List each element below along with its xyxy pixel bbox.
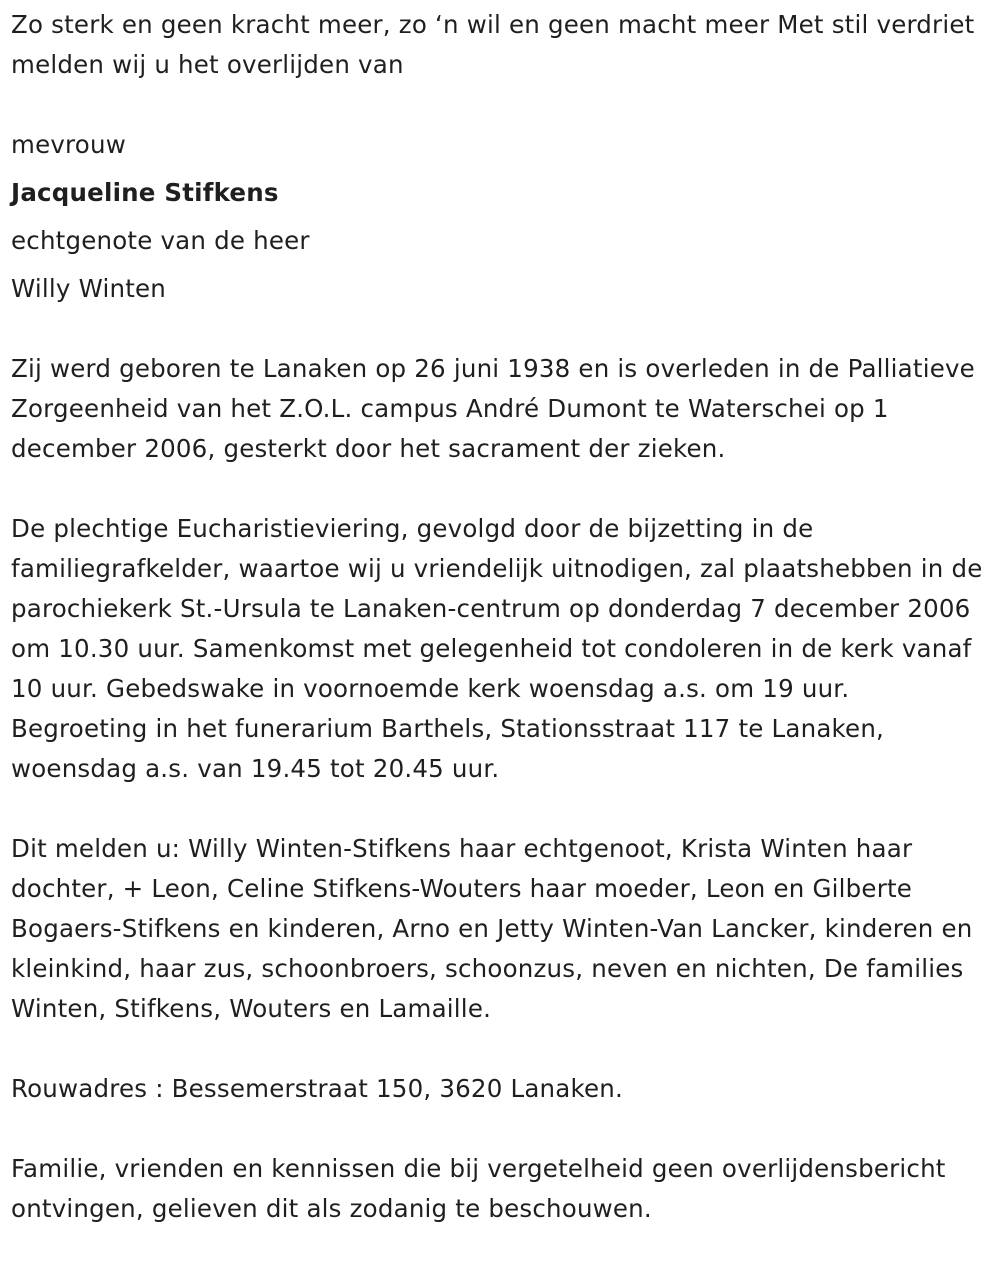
deceased-name: Jacqueline Stifkens [11, 178, 279, 207]
spacer [11, 309, 991, 349]
spacer [11, 213, 991, 221]
relation-text: echtgenote van de heer [11, 226, 310, 255]
family-paragraph: Dit melden u: Willy Winten-Stifkens haar echtgenoot, Krista Winten haar dochter, + Leon, Celine Stifkens-Wouters haar moeder, Leon en Gilberte Bogaers-Stifkens en kinderen, Arno en Jetty Winten-Van Lancker, kinderen en kleinkind, haar zus, schoonbroers, schoonzus, neven en nichten, De families Winten, Stifkens, Wouters en Lamaille. [11, 834, 973, 1023]
spacer [11, 85, 991, 125]
spacer [11, 1029, 991, 1069]
spacer [11, 1109, 991, 1149]
spacer [11, 789, 991, 829]
obituary-document [11, 5, 991, 1229]
ceremony-paragraph: De plechtige Eucharistieviering, gevolgd door de bijzetting in de familiegrafkelder, waartoe wij u vriendelijk uitnodigen, zal plaatshebben in de parochiekerk St.-Ursula te Lanaken-centrum op donderdag 7 december 2006 om 10.30 uur. Samenkomst met gelegenheid tot condoleren in de kerk vanaf 10 uur. Gebedswake in voornoemde kerk woensdag a.s. om 19 uur. Begroeting in het funerarium Barthels, Stationsstraat 117 te Lanaken, woensdag a.s. van 19.45 tot 20.45 uur. [11, 514, 983, 783]
spacer [11, 165, 991, 173]
address-line: Rouwadres : Bessemerstraat 150, 3620 Lanaken. [11, 1074, 623, 1103]
spacer [11, 261, 991, 269]
birth-death-paragraph: Zij werd geboren te Lanaken op 26 juni 1938 en is overleden in de Palliatieve Zorgeenheid van het Z.O.L. campus André Dumont te Waterschei op 1 december 2006, gesterkt door het sacrament der zieken. [11, 354, 975, 463]
spouse-name: Willy Winten [11, 274, 167, 303]
intro-text: Zo sterk en geen kracht meer, zo ‘n wil en geen macht meer Met stil verdriet melden wij u het overlijden van [11, 10, 975, 79]
title-prefix: mevrouw [11, 130, 126, 159]
closing-paragraph: Familie, vrienden en kennissen die bij vergetelheid geen overlijdensbericht ontvingen, gelieven dit als zodanig te beschouwen. [11, 1154, 946, 1223]
spacer [11, 469, 991, 509]
